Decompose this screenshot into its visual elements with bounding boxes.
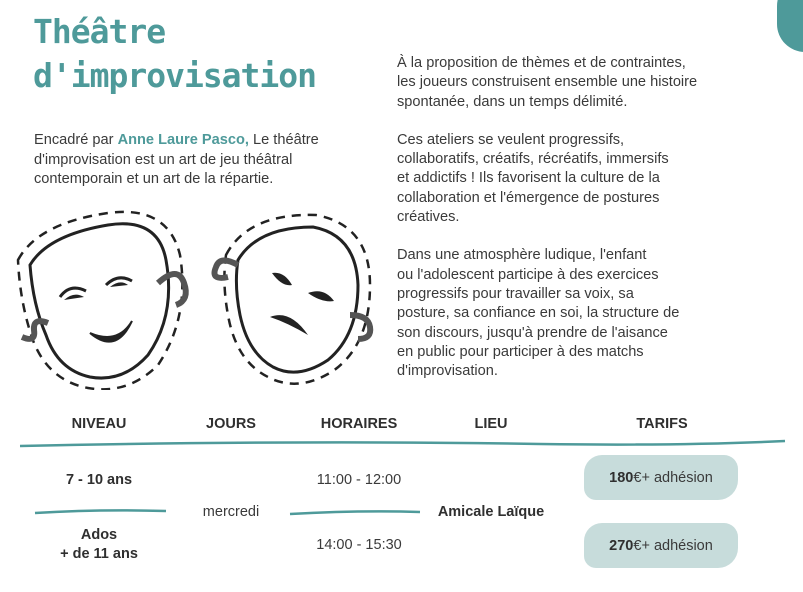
price-extra-1: + adhésion	[641, 469, 713, 486]
niveau-row-divider	[35, 510, 166, 513]
price-badge-1	[584, 455, 738, 500]
instructor-name: Anne Laure Pasco,	[117, 132, 249, 148]
header-niveau: NIVEAU	[71, 416, 127, 432]
intro-paragraph	[34, 131, 374, 190]
theatre-masks-illustration	[8, 205, 386, 390]
niveau-row-2: Ados + de 11 ans	[60, 527, 138, 562]
header-jours: JOURS	[206, 416, 256, 432]
lieu-value: Amicale Laïque	[437, 504, 545, 520]
corner-tab-decoration	[777, 0, 803, 52]
description-paragraph-1: À la proposition de thèmes et de contraintes, les joueurs construisent ensemble une histoire spontanée, dans un temps délimité.	[397, 55, 698, 110]
horaire-row-2: 14:00 - 15:30	[316, 537, 402, 553]
price-amount-1: 180	[609, 469, 634, 486]
page-title	[33, 10, 316, 98]
header-lieu: LIEU	[474, 416, 508, 432]
description-paragraph-2: Ces ateliers se veulent progressifs, collaboratifs, créatifs, récréatifs, immersifs et addictifs ! Ils favorisent la culture de la collaboration et l'émergence de postures créatives.	[397, 131, 669, 226]
comedy-mask-icon	[18, 212, 186, 389]
price-extra-2: + adhésion	[641, 537, 713, 554]
description-paragraph-3: Dans une atmosphère ludique, l'enfant ou l'adolescent participe à des exercices progressifs pour travailler sa voix, sa posture, sa confiance en soi, la structure de son discours, jusqu'à prendre de l'aisance en public pour participer à des matchs d'improvisation.	[397, 247, 680, 380]
intro-prefix: Encadré par	[34, 132, 118, 148]
niveau-row-1: 7 - 10 ans	[65, 472, 133, 488]
header-horaires: HORAIRES	[320, 416, 398, 432]
price-currency-1: €	[633, 469, 642, 486]
title-line-2: d'improvisation	[33, 56, 317, 95]
price-badge-2	[584, 523, 738, 568]
intro-suffix: Le théâtre d'improvisation est un art de jeu théâtral contemporain et un art de la répartie.	[34, 132, 319, 187]
header-divider	[20, 441, 785, 446]
tragedy-mask-icon	[215, 215, 371, 384]
jours-value: mercredi	[202, 504, 260, 520]
horaire-row-1: 11:00 - 12:00	[316, 472, 402, 488]
price-amount-2: 270	[609, 537, 634, 554]
header-tarifs: TARIFS	[636, 416, 688, 432]
horaires-row-divider	[290, 511, 420, 514]
title-line-1: Théâtre	[33, 12, 166, 51]
description-column	[397, 54, 777, 400]
price-currency-2: €	[633, 537, 642, 554]
